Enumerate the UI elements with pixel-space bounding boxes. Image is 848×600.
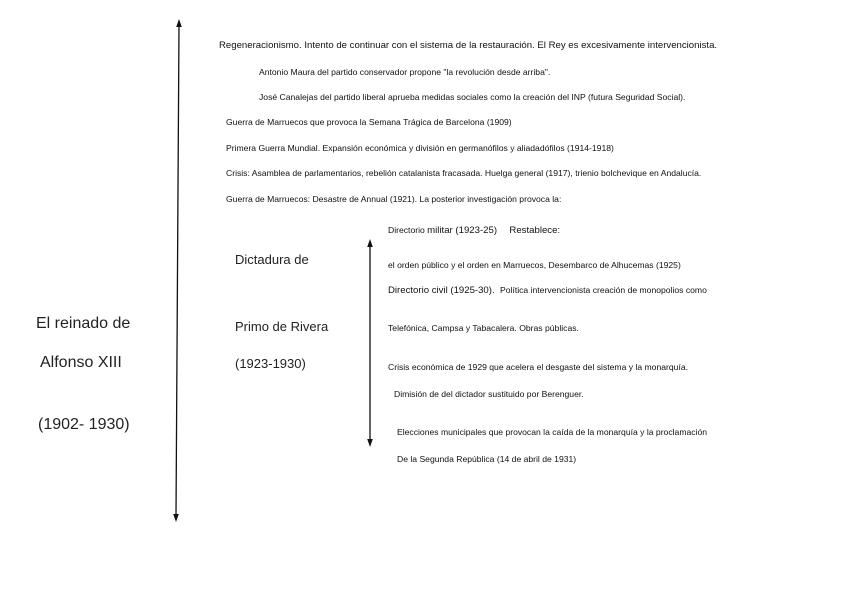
dictadura-line2: Primo de Rivera [235, 319, 329, 334]
item-canalejas: José Canalejas del partido liberal aprueba medidas sociales como la creación del INP (futura Seguridad Social). [259, 92, 686, 102]
left-title-line2: Alfonso XIII [40, 354, 122, 371]
dict-politica: Política intervencionista creación de monopolios como [500, 285, 707, 295]
dict-segunda-republica: De la Segunda República (14 de abril de 1931) [397, 454, 577, 464]
item-maura: Antonio Maura del partido conservador propone "la revolución desde arriba". [259, 67, 551, 77]
item-regeneracionismo: Regeneracionismo. Intento de continuar con el sistema de la restauración. El Rey es excesivamente intervencionista. [219, 40, 718, 51]
dict-elecciones: Elecciones municipales que provocan la caída de la monarquía y la proclamación [397, 427, 708, 437]
dictadura-line1: Dictadura de [235, 252, 309, 267]
dict-telefonica: Telefónica, Campsa y Tabacalera. Obras públicas. [388, 323, 579, 333]
item-semana-tragica: Guerra de Marruecos que provoca la Semana Trágica de Barcelona (1909) [226, 117, 512, 127]
dict-orden-publico: el orden público y el orden en Marruecos, Desembarco de Alhucemas (1925) [388, 260, 681, 270]
dict-crisis-1929: Crisis económica de 1929 que acelera el desgaste del sistema y la monarquía. [388, 362, 688, 372]
dict-directorio-civil-dates: Directorio civil (1925-30). [388, 285, 495, 296]
dict-directorio-militar-dates: militar (1923-25) [427, 225, 498, 236]
dict-directorio-civil [388, 285, 707, 296]
dict-restablece: Restablece: [509, 225, 561, 236]
item-crisis-1917: Crisis: Asamblea de parlamentarios, rebelión catalanista fracasada. Huelga general (1917), trienio bolchevique en Andalucía. [226, 168, 702, 178]
item-annual: Guerra de Marruecos: Desastre de Annual (1921). La posterior investigación provoca la: [226, 194, 562, 204]
dict-dimision: Dimisión de del dictador sustituido por Berenguer. [394, 389, 584, 399]
dictadura-line3: (1923-1930) [235, 356, 306, 371]
item-primera-guerra: Primera Guerra Mundial. Expansión económica y división en germanófilos y aliadadófilos (1914-1918) [226, 143, 614, 153]
dict-directorio-militar-pre: Directorio [388, 225, 428, 235]
left-title-line3: (1902- 1930) [38, 416, 130, 433]
dict-directorio-militar [388, 225, 560, 236]
left-title-line1: El reinado de [36, 315, 131, 332]
